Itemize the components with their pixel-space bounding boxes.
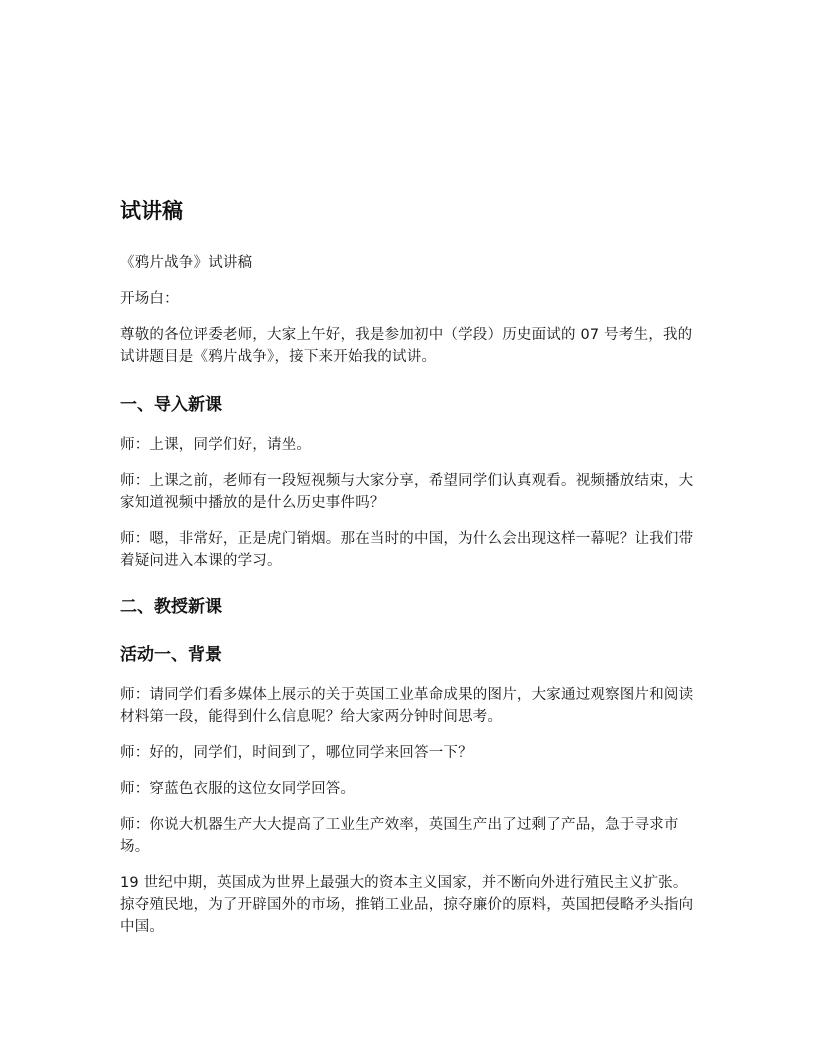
section-heading-teaching: 二、教授新课 <box>120 597 222 617</box>
paragraph-19th-century: 19 世纪中期，英国成为世界上最强大的资本主义国家，并不断向外进行殖民主义扩张。掠夺殖民地，为了开辟国外的市场，推销工业品，掠夺廉价的原料，英国把侵略矛头指向中国。 <box>120 875 694 935</box>
document-title: 试讲稿 <box>120 199 183 223</box>
paragraph-time-up: 师：好的，同学们，时间到了，哪位同学来回答一下？ <box>120 745 473 761</box>
paragraph-images: 师：请同学们看多媒体上展示的关于英国工业革命成果的图片，大家通过观察图片和阅读材料第一段，能得到什么信息呢？给大家两分钟时间思考。 <box>120 687 694 725</box>
paragraph-greeting: 师：上课，同学们好，请坐。 <box>120 437 312 453</box>
section-heading-intro: 一、导入新课 <box>120 395 222 415</box>
paragraph-summary: 师：你说大机器生产大大提高了工业生产效率，英国生产出了过剩了产品，急于寻求市场。 <box>120 817 679 855</box>
lecture-title-line: 《鸦片战争》试讲稿 <box>120 255 253 271</box>
paragraph-student-answer: 师：穿蓝色衣服的这位女同学回答。 <box>120 781 356 797</box>
opening-label: 开场白： <box>120 291 179 307</box>
paragraph-question: 师：嗯，非常好，正是虎门销烟。那在当时的中国，为什么会出现这样一幕呢？让我们带着疑问进入本课的学习。 <box>120 531 694 569</box>
opening-paragraph: 尊敬的各位评委老师，大家上午好，我是参加初中（学段）历史面试的 07 号考生，我的试讲题目是《鸦片战争》，接下来开始我的试讲。 <box>120 327 693 365</box>
subsection-heading-background: 活动一、背景 <box>120 645 222 665</box>
document-body <box>120 196 698 952</box>
paragraph-video: 师：上课之前，老师有一段短视频与大家分享，希望同学们认真观看。视频播放结束，大家知道视频中播放的是什么历史事件吗？ <box>120 473 694 511</box>
